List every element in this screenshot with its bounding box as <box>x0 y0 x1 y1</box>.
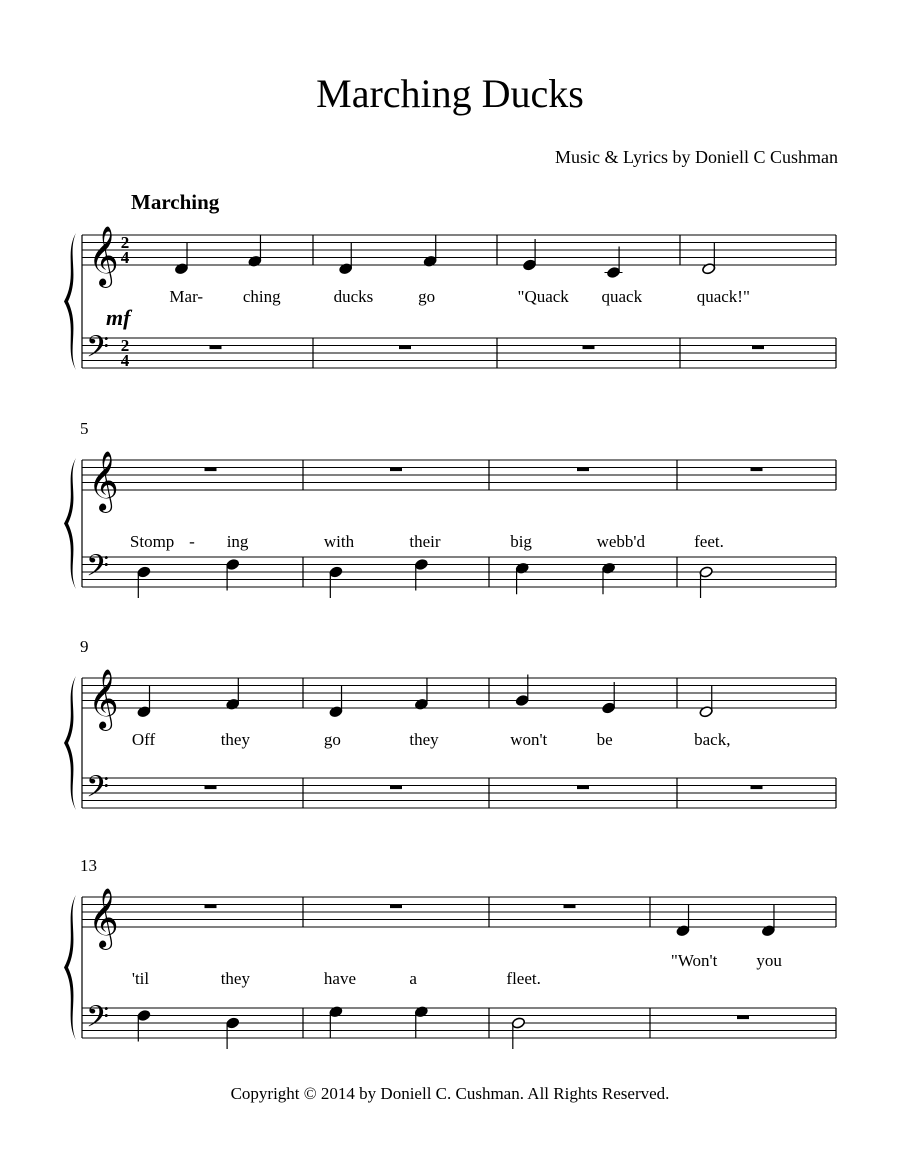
bass-clef-icon: 𝄢 <box>86 330 110 372</box>
lyric-syllable: fleet. <box>506 969 541 988</box>
time-signature-top: 2 <box>120 336 130 355</box>
lyric-syllable: "Quack <box>517 287 569 306</box>
bass-clef-icon: 𝄢 <box>86 549 110 591</box>
tempo-marking: Marching <box>131 190 220 214</box>
whole-rest <box>390 786 402 790</box>
treble-clef-icon: 𝄞 <box>88 451 119 511</box>
bass-clef-icon: 𝄢 <box>86 770 110 812</box>
lyric-syllable: be <box>596 730 613 749</box>
lyric-syllable: webb'd <box>596 532 645 551</box>
lyric-syllable: feet. <box>694 532 724 551</box>
whole-rest <box>751 786 763 790</box>
whole-rest <box>752 346 764 350</box>
time-signature-bottom: 4 <box>120 351 130 370</box>
grand-staff-brace <box>64 233 76 370</box>
treble-clef-icon: 𝄞 <box>88 226 119 286</box>
score-title: Marching Ducks <box>316 71 584 116</box>
lyric-syllable: ching <box>242 287 281 306</box>
lyric-syllable: quack <box>601 287 643 306</box>
grand-staff-brace <box>64 676 76 810</box>
whole-rest <box>751 468 763 472</box>
lyric-syllable: Stomp <box>129 532 175 551</box>
whole-rest <box>390 468 402 472</box>
lyric-syllable: go <box>323 730 341 749</box>
grand-staff-brace <box>64 895 76 1040</box>
lyric-syllable: their <box>409 532 441 551</box>
lyric-syllable: big <box>510 532 532 551</box>
dynamic-marking: mf <box>106 305 131 330</box>
whole-rest <box>564 905 576 909</box>
grand-staff-brace <box>64 458 76 589</box>
whole-rest <box>737 1016 749 1020</box>
lyric-syllable: quack!" <box>696 287 750 306</box>
measure-number: 5 <box>80 419 89 438</box>
lyric-syllable: won't <box>510 730 548 749</box>
lyric-syllable: Off <box>131 730 156 749</box>
whole-rest <box>205 905 217 909</box>
lyric-syllable: they <box>409 730 439 749</box>
time-signature-bottom: 4 <box>120 248 130 267</box>
treble-clef-icon: 𝄞 <box>88 669 119 729</box>
whole-rest <box>210 346 222 350</box>
whole-rest <box>583 346 595 350</box>
lyric-syllable: you <box>756 951 782 970</box>
lyric-syllable: "Won't <box>670 951 718 970</box>
measure-number: 13 <box>80 856 97 875</box>
lyric-syllable: ducks <box>333 287 374 306</box>
composer-credit: Music & Lyrics by Doniell C Cushman <box>555 147 838 167</box>
bass-clef-icon: 𝄢 <box>86 1000 110 1042</box>
treble-clef-icon: 𝄞 <box>88 888 119 948</box>
whole-rest <box>205 786 217 790</box>
time-signature-top: 2 <box>120 233 130 252</box>
lyric-hyphen: - <box>189 532 195 551</box>
copyright-notice: Copyright © 2014 by Doniell C. Cushman. All Rights Reserved. <box>230 1084 670 1103</box>
lyric-syllable: ing <box>226 532 249 551</box>
lyric-syllable: a <box>409 969 417 988</box>
lyric-syllable: they <box>220 730 250 749</box>
lyric-syllable: back, <box>694 730 731 749</box>
whole-rest <box>399 346 411 350</box>
whole-rest <box>205 468 217 472</box>
lyric-syllable: go <box>418 287 436 306</box>
lyric-syllable: they <box>220 969 250 988</box>
lyric-syllable: Mar- <box>169 287 204 306</box>
whole-rest <box>577 786 589 790</box>
lyric-syllable: 'til <box>131 969 150 988</box>
whole-rest <box>577 468 589 472</box>
lyric-syllable: have <box>323 969 357 988</box>
lyric-syllable: with <box>323 532 355 551</box>
measure-number: 9 <box>80 637 89 656</box>
whole-rest <box>390 905 402 909</box>
